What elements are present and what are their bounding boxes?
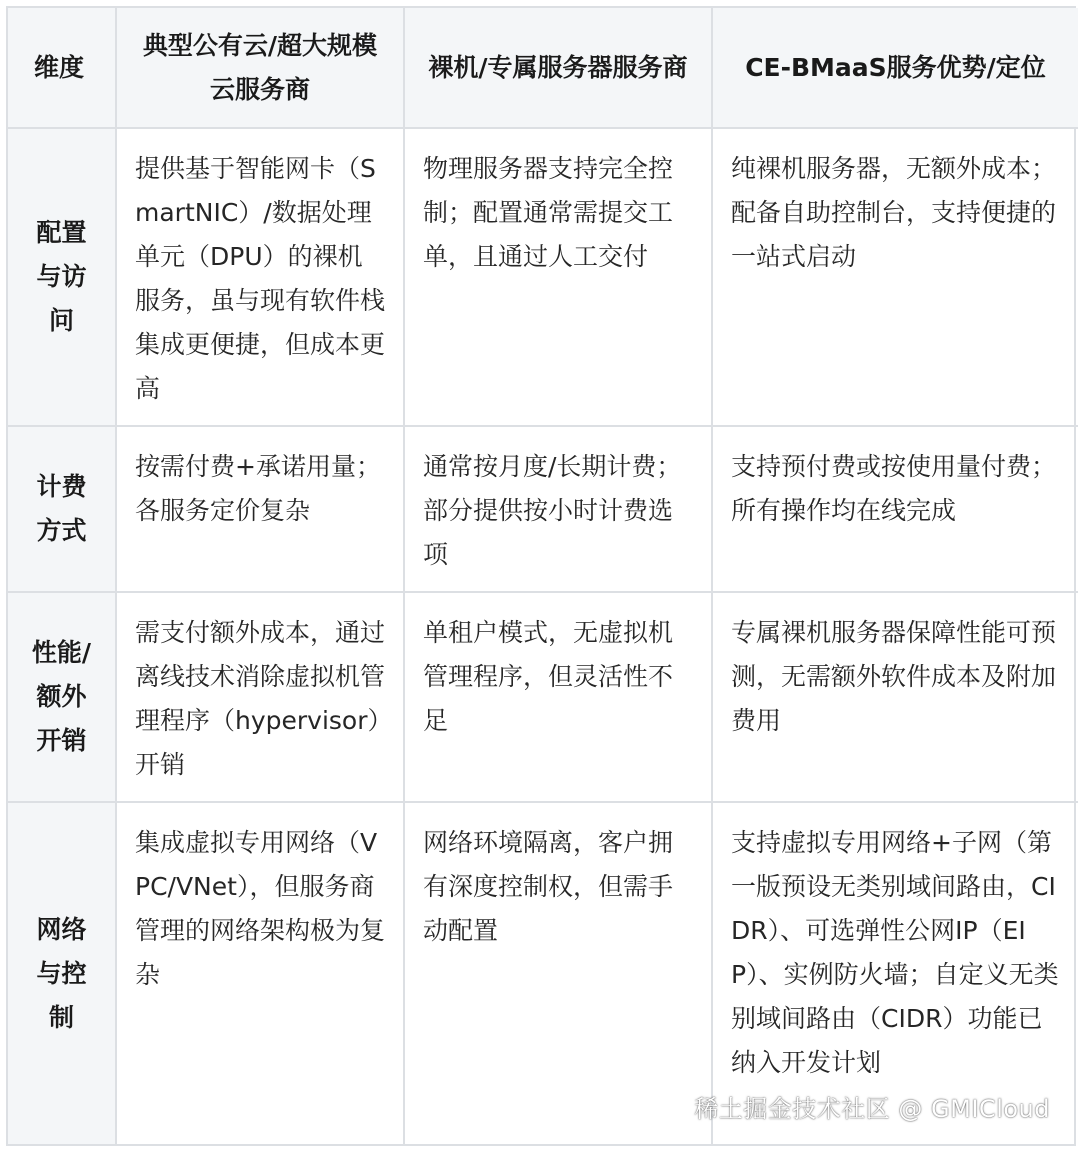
table-cell: 提供基于智能网卡（SmartNIC）/数据处理单元（DPU）的裸机服务，虽与现有软件栈集成更便捷，但成本更高 xyxy=(116,128,404,426)
header-public-cloud: 典型公有云/超大规模云服务商 xyxy=(116,8,404,128)
comparison-table-container xyxy=(6,6,1076,1146)
table-cell: 通常按月度/长期计费；部分提供按小时计费选项 xyxy=(404,426,712,592)
header-row xyxy=(8,8,1078,128)
header-dimension: 维度 xyxy=(8,8,116,128)
comparison-table xyxy=(8,8,1078,1144)
header-bare-metal-provider: 裸机/专属服务器服务商 xyxy=(404,8,712,128)
table-row xyxy=(8,128,1078,426)
table-cell: 支持预付费或按使用量付费；所有操作均在线完成 xyxy=(712,426,1078,592)
header-ce-bmaas: CE-BMaaS服务优势/定位 xyxy=(712,8,1078,128)
table-cell: 网络环境隔离，客户拥有深度控制权，但需手动配置 xyxy=(404,802,712,1144)
table-row xyxy=(8,426,1078,592)
table-cell: 集成虚拟专用网络（VPC/VNet），但服务商管理的网络架构极为复杂 xyxy=(116,802,404,1144)
table-cell: 单租户模式，无虚拟机管理程序，但灵活性不足 xyxy=(404,592,712,802)
row-dimension: 性能/额外开销 xyxy=(8,592,116,802)
table-cell: 支持虚拟专用网络+子网（第一版预设无类别域间路由，CIDR）、可选弹性公网IP（EIP）、实例防火墙；自定义无类别域间路由（CIDR）功能已纳入开发计划 xyxy=(712,802,1078,1144)
table-cell: 专属裸机服务器保障性能可预测，无需额外软件成本及附加费用 xyxy=(712,592,1078,802)
row-dimension: 网络与控制 xyxy=(8,802,116,1144)
table-row xyxy=(8,592,1078,802)
table-cell: 需支付额外成本，通过离线技术消除虚拟机管理程序（hypervisor）开销 xyxy=(116,592,404,802)
table-cell: 按需付费+承诺用量；各服务定价复杂 xyxy=(116,426,404,592)
table-cell: 纯裸机服务器，无额外成本；配备自助控制台，支持便捷的一站式启动 xyxy=(712,128,1078,426)
watermark: 稀土掘金技术社区 @ GMICloud xyxy=(694,1095,1050,1123)
table-cell: 物理服务器支持完全控制；配置通常需提交工单，且通过人工交付 xyxy=(404,128,712,426)
row-dimension: 配置与访问 xyxy=(8,128,116,426)
row-dimension: 计费方式 xyxy=(8,426,116,592)
